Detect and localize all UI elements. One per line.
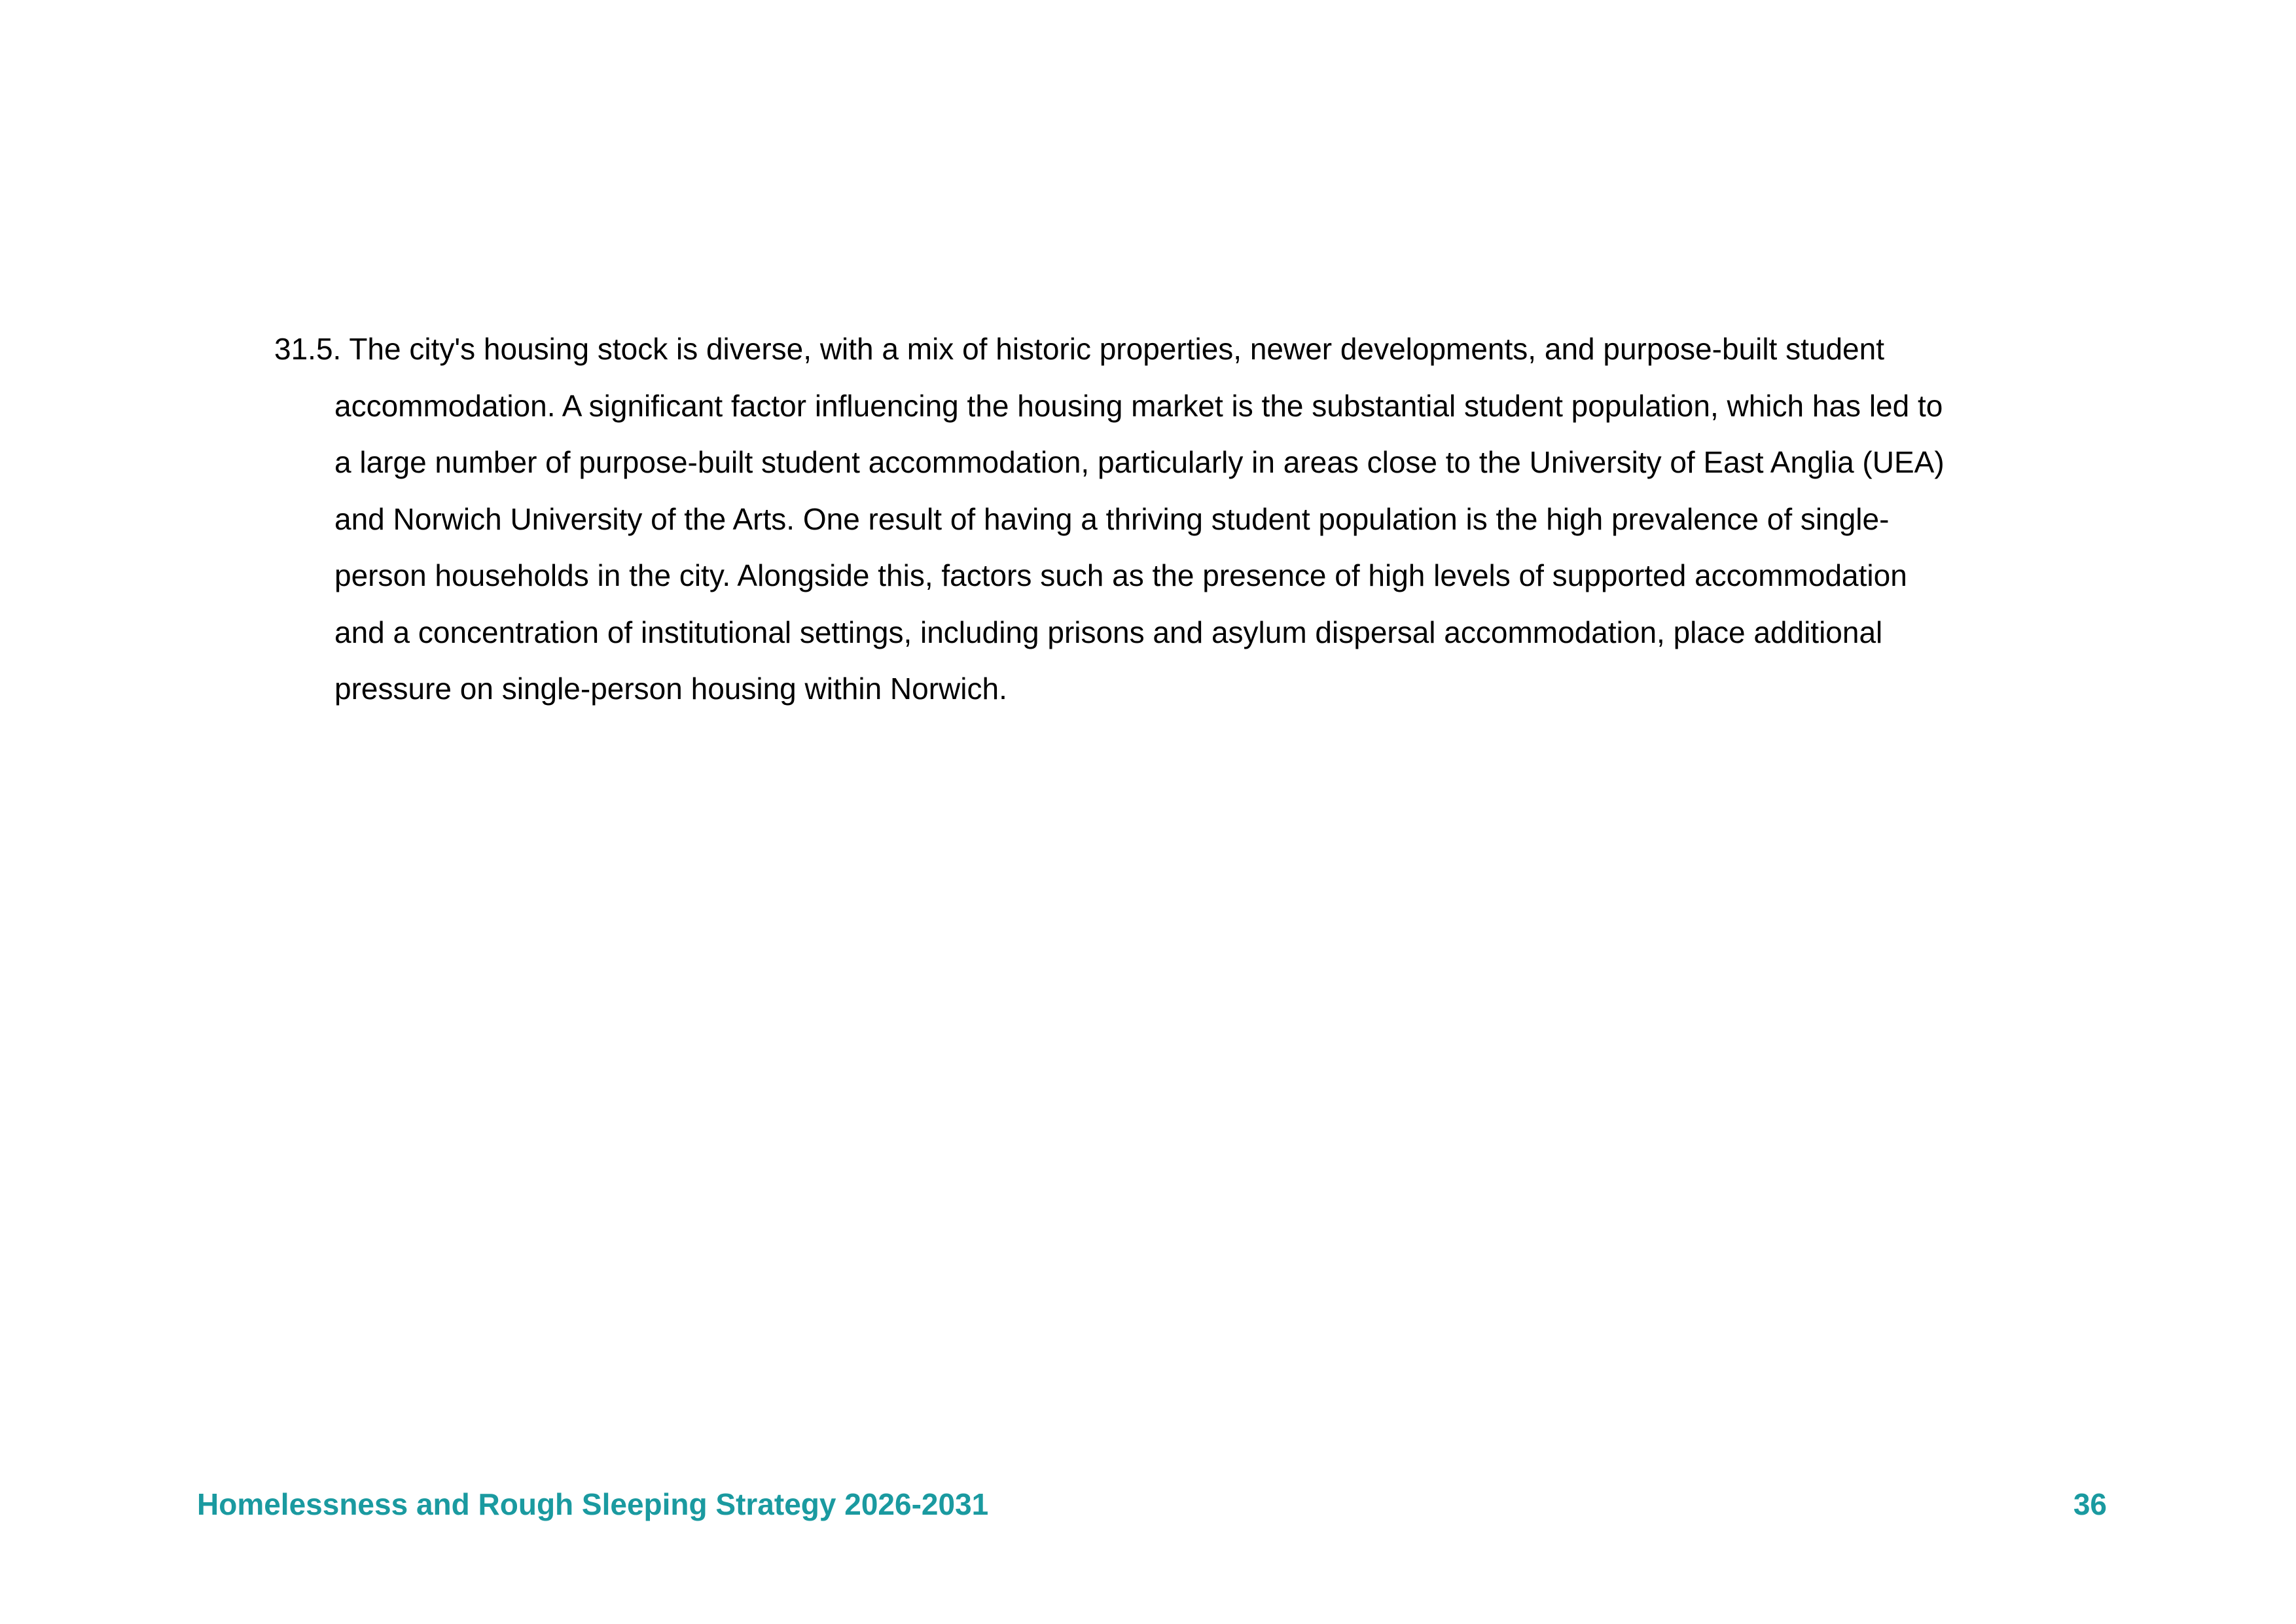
page-number: 36: [2073, 1487, 2107, 1521]
document-title: Homelessness and Rough Sleeping Strategy 2026-2031: [197, 1487, 989, 1521]
document-body: [274, 321, 2107, 717]
paragraph-line: and Norwich University of the Arts. One result of having a thriving student population is the high prevalence of single-: [334, 501, 1890, 536]
paragraph-line: pressure on single-person housing within Norwich.: [334, 672, 1007, 706]
paragraph-line: a large number of purpose-built student accommodation, particularly in areas close to the University of East Anglia (UEA): [334, 445, 1945, 479]
paragraph-line: person households in the city. Alongside this, factors such as the presence of high levels of supported accommodation: [334, 558, 1907, 592]
paragraph-line: The city's housing stock is diverse, with a mix of historic properties, newer developments, and purpose-built student: [349, 332, 1884, 366]
paragraph-number: 31.5.: [274, 332, 342, 366]
paragraph-line: and a concentration of institutional settings, including prisons and asylum dispersal accommodation, place additional: [334, 615, 1883, 649]
paragraph-line: accommodation. A significant factor influencing the housing market is the substantial student population, which has led to: [334, 388, 1943, 423]
paragraph-31-5: [274, 321, 2107, 717]
